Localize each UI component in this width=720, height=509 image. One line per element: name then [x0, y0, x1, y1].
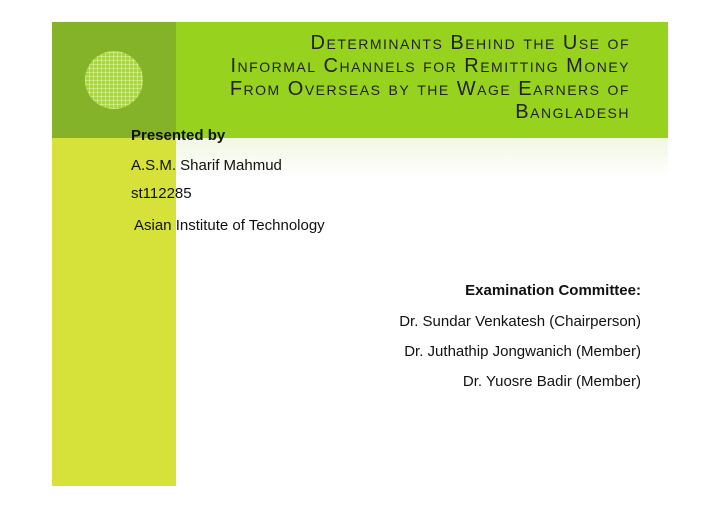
slide-title — [190, 32, 630, 124]
title-line-1: Determinants Behind the Use of — [310, 32, 630, 54]
title-line-4: Bangladesh — [515, 101, 630, 123]
decorative-circle-icon — [85, 51, 143, 109]
committee-heading: Examination Committee: — [465, 282, 641, 299]
author-name: A.S.M. Sharif Mahmud — [131, 157, 282, 174]
institute-name: Asian Institute of Technology — [134, 217, 325, 234]
committee-member-2: Dr. Juthathip Jongwanich (Member) — [404, 343, 641, 360]
slide — [52, 22, 668, 486]
presented-by-heading: Presented by — [131, 127, 226, 144]
committee-member-chairperson: Dr. Sundar Venkatesh (Chairperson) — [399, 313, 641, 330]
title-line-2: Informal Channels for Remitting Money — [230, 55, 630, 77]
student-id: st112285 — [131, 185, 192, 202]
title-header — [176, 22, 668, 138]
title-line-3: From Overseas by the Wage Earners of — [229, 78, 630, 100]
left-sidebar-top-block — [52, 22, 176, 138]
committee-member-3: Dr. Yuosre Badir (Member) — [462, 373, 641, 390]
examination-committee — [399, 281, 641, 391]
